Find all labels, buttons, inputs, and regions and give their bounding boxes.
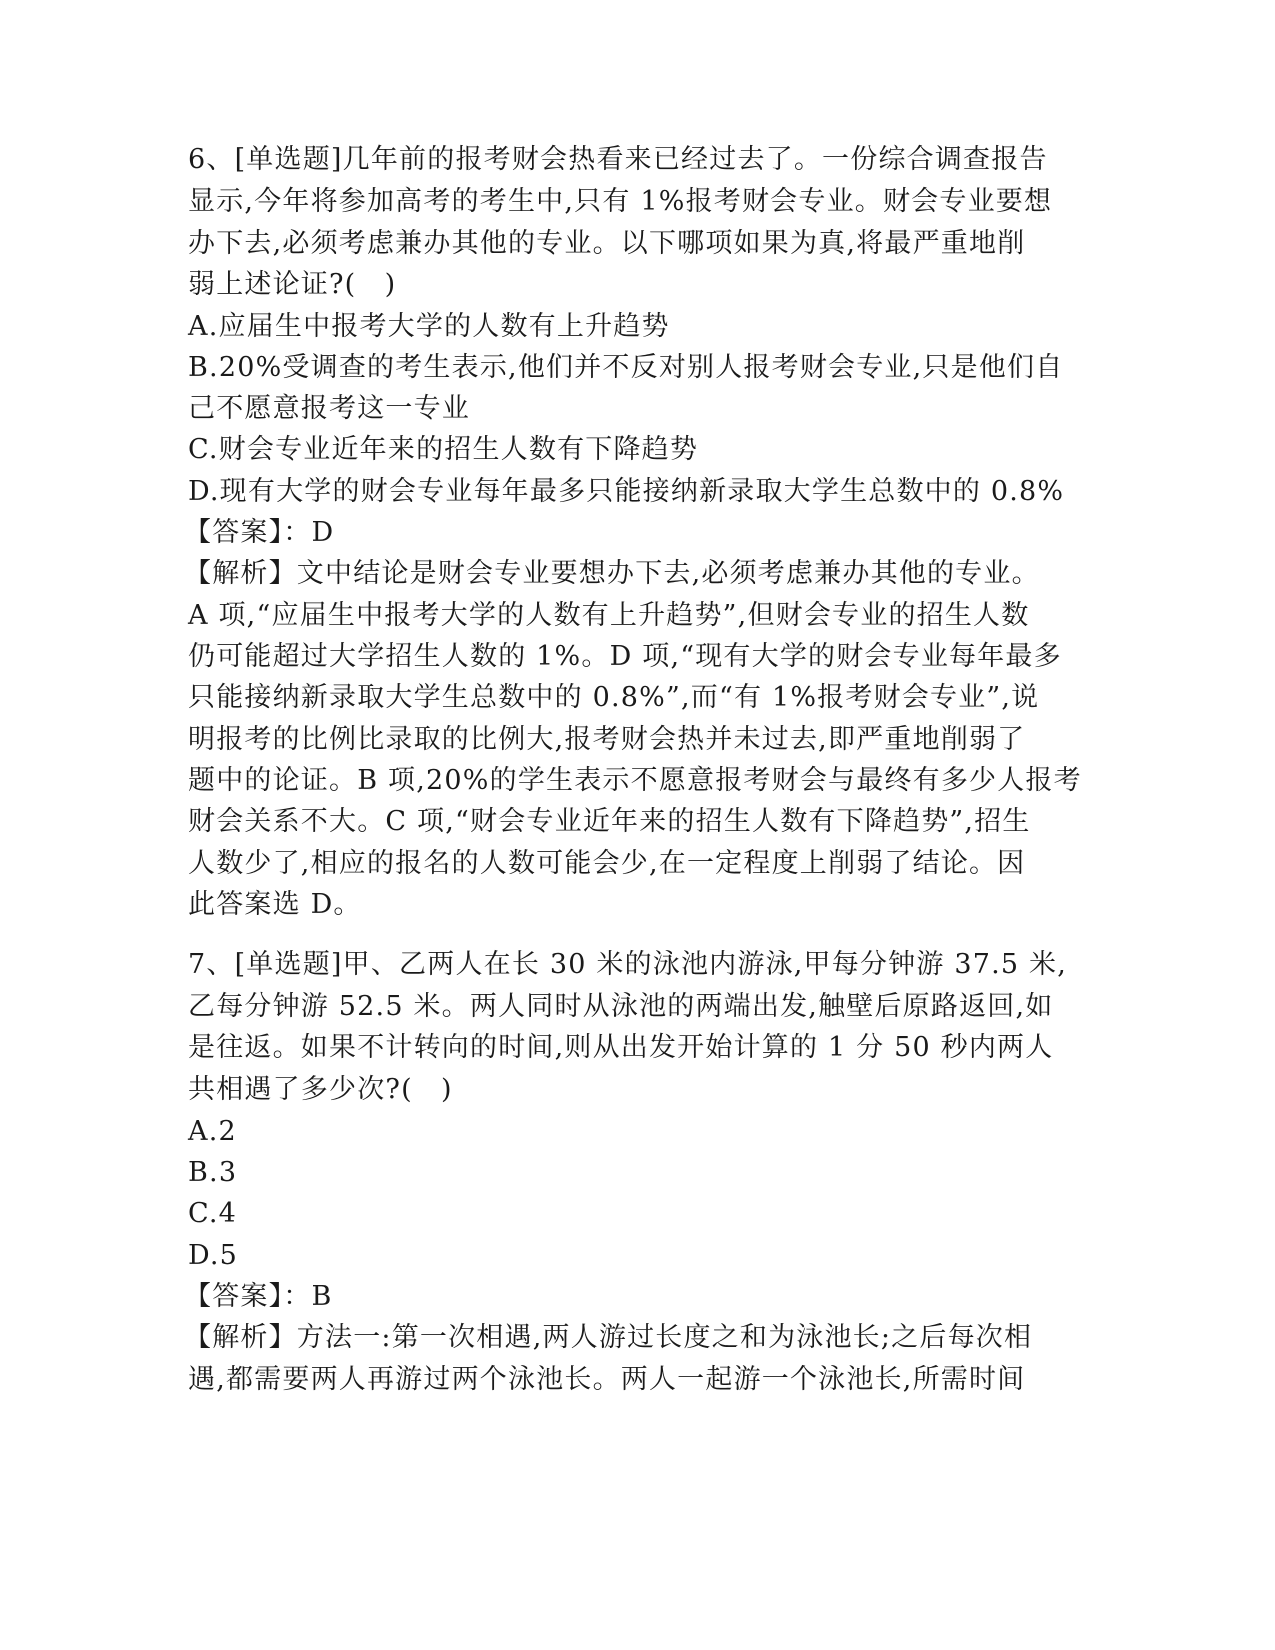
q7-analysis-line-1: 【解析】方法一:第一次相遇,两人游过长度之和为泳池长;之后每次相: [184, 1322, 1033, 1353]
q6-analysis-line-4: 只能接纳新录取大学生总数中的 0.8%”,而“有 1%报考财会专业”,说: [188, 682, 1040, 713]
q6-option-a: A.应届生中报考大学的人数有上升趋势: [188, 311, 670, 342]
q7-option-c: C.4: [188, 1198, 238, 1229]
q6-stem-line-3: 办下去,必须考虑兼办其他的专业。以下哪项如果为真,将最严重地削: [188, 228, 1026, 259]
q6-stem-line-4: 弱上述论证?( ): [188, 269, 397, 300]
q7-option-b: B.3: [188, 1157, 238, 1188]
q7-stem-line-4: 共相遇了多少次?( ): [188, 1074, 453, 1105]
q7-option-d: D.5: [188, 1240, 239, 1271]
q6-stem-line-2: 显示,今年将参加高考的考生中,只有 1%报考财会专业。财会专业要想: [188, 186, 1053, 217]
q6-answer: 【答案】：D: [184, 517, 335, 548]
q7-stem-line-1: 7、[单选题]甲、乙两人在长 30 米的泳池内游泳,甲每分钟游 37.5 米,: [188, 949, 1068, 980]
q6-option-d: D.现有大学的财会专业每年最多只能接纳新录取大学生总数中的 0.8%: [188, 476, 1065, 507]
q6-analysis-line-2: A 项,“应届生中报考大学的人数有上升趋势”,但财会专业的招生人数: [188, 600, 1030, 631]
q7-stem-line-3: 是往返。如果不计转向的时间,则从出发开始计算的 1 分 50 秒内两人: [188, 1032, 1054, 1063]
q7-stem-line-2: 乙每分钟游 52.5 米。两人同时从泳池的两端出发,触壁后原路返回,如: [188, 991, 1054, 1022]
q6-option-c: C.财会专业近年来的招生人数有下降趋势: [188, 434, 699, 465]
q6-analysis-line-3: 仍可能超过大学招生人数的 1%。D 项,“现有大学的财会专业每年最多: [188, 641, 1062, 672]
q6-option-b-line-1: B.20%受调查的考生表示,他们并不反对别人报考财会专业,只是他们自: [188, 352, 1064, 383]
q6-analysis-line-5: 明报考的比例比录取的比例大,报考财会热并未过去,即严重地削弱了: [188, 724, 1026, 755]
q6-analysis-line-7: 财会关系不大。C 项,“财会专业近年来的招生人数有下降趋势”,招生: [188, 806, 1031, 837]
q6-analysis-line-8: 人数少了,相应的报名的人数可能会少,在一定程度上削弱了结论。因: [188, 848, 1026, 879]
q6-analysis-line-6: 题中的论证。B 项,20%的学生表示不愿意报考财会与最终有多少人报考: [188, 765, 1082, 796]
q6-analysis-line-9: 此答案选 D。: [188, 889, 362, 920]
q7-answer: 【答案】：B: [184, 1281, 333, 1312]
q7-option-a: A.2: [188, 1116, 237, 1147]
q7-analysis-line-2: 遇,都需要两人再游过两个泳池长。两人一起游一个泳池长,所需时间: [188, 1364, 1026, 1395]
q6-option-b-line-2: 己不愿意报考这一专业: [188, 393, 470, 424]
q6-stem-line-1: 6、[单选题]几年前的报考财会热看来已经过去了。一份综合调查报告: [188, 144, 1048, 175]
q6-analysis-line-1: 【解析】文中结论是财会专业要想办下去,必须考虑兼办其他的专业。: [184, 558, 1040, 589]
